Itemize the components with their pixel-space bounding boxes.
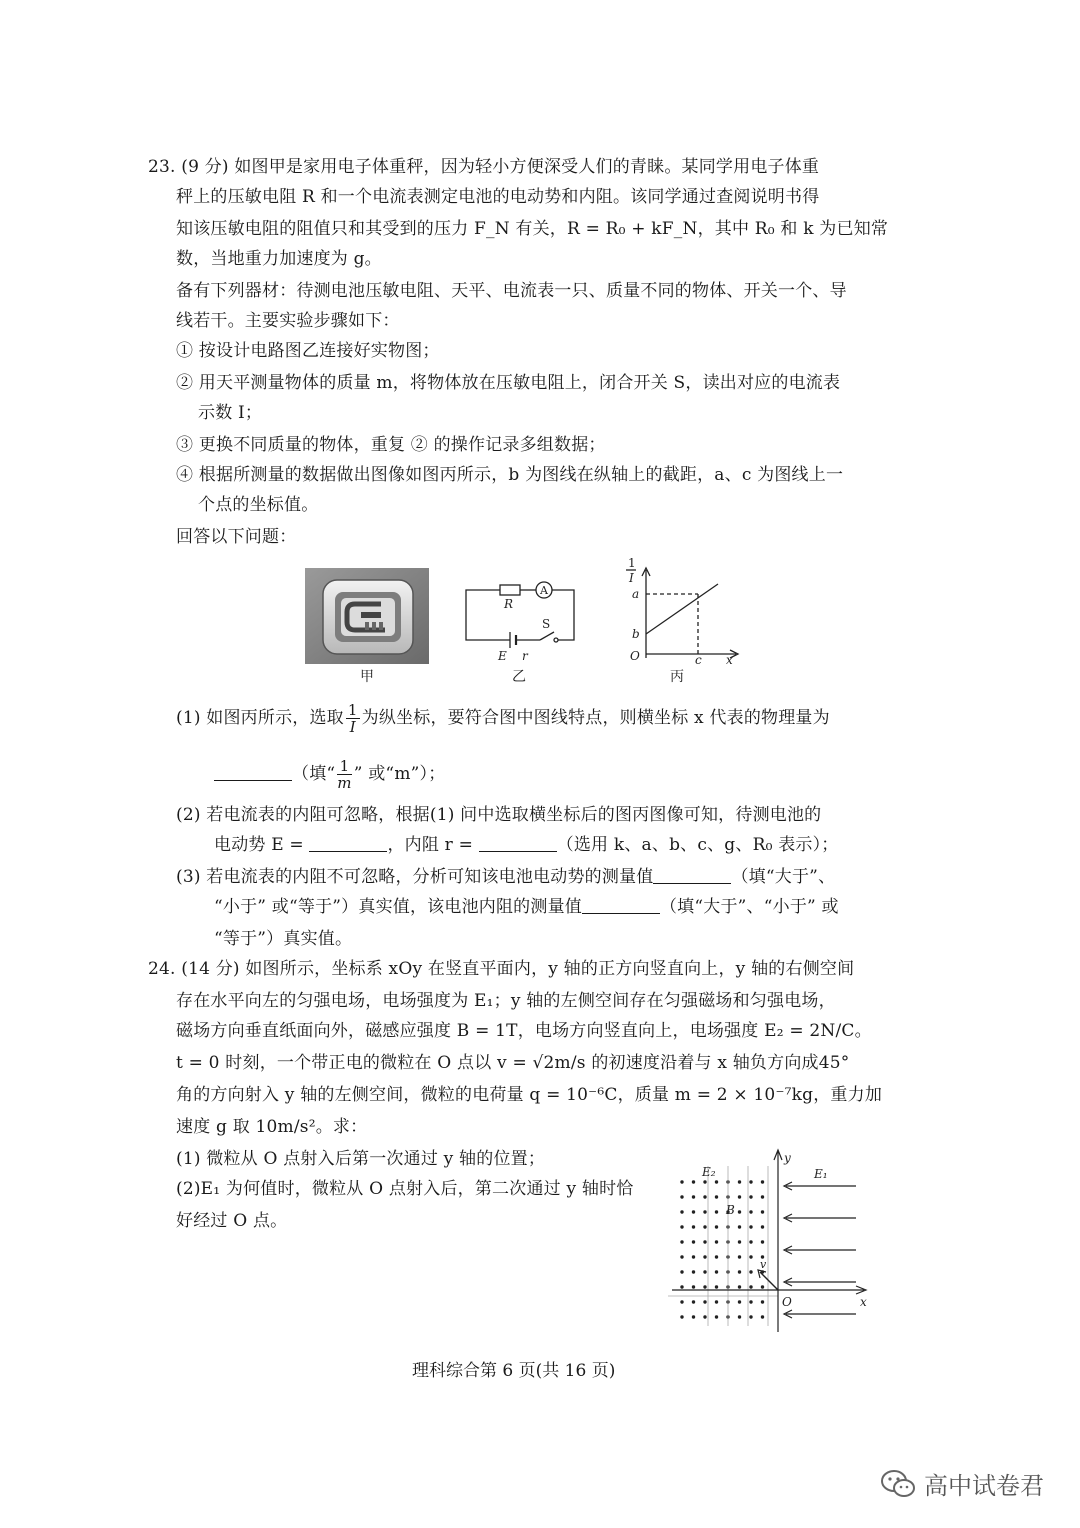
field-dot (680, 1270, 683, 1273)
field-dot (761, 1315, 764, 1318)
field-dot (738, 1255, 741, 1258)
field-dot (680, 1210, 683, 1213)
field-dot (703, 1270, 706, 1273)
q23-part-1b-pre: （填“ (292, 764, 336, 784)
caption-jia: 甲 (360, 669, 374, 685)
field-dot (749, 1240, 752, 1243)
circuit-label-r: r (522, 649, 528, 663)
field-dot (703, 1255, 706, 1258)
field-dot (738, 1195, 741, 1198)
field-dot (738, 1300, 741, 1303)
answer-blank-r-compare[interactable] (582, 897, 660, 914)
field-dot (692, 1255, 695, 1258)
field-dot (703, 1195, 706, 1198)
graph-label-O: O (630, 649, 640, 663)
caption-yi: 乙 (512, 669, 526, 685)
field-dot (715, 1180, 718, 1183)
fraction-den: I (349, 718, 356, 736)
field-dot (761, 1195, 764, 1198)
field-dot (680, 1180, 683, 1183)
q23-part-1a-post: 为纵坐标，要符合图中图线特点，则横坐标 x 代表的物理量为 (361, 708, 830, 728)
field-dot (715, 1285, 718, 1288)
figure-jia-scale-photo (305, 568, 429, 664)
caption-bing: 丙 (670, 669, 684, 685)
field-dot (680, 1195, 683, 1198)
figure-field-diagram (668, 1146, 878, 1336)
field-dot (761, 1285, 764, 1288)
q23-part-3b-options: （填“大于”、“小于” 或 (659, 897, 839, 917)
field-dot (749, 1180, 752, 1183)
q24-line-1: 24. (14 分) 如图所示，坐标系 xOy 在竖直平面内，y 轴的正方向竖直向上，y 轴的右侧空间 (148, 959, 855, 979)
q23-line-1: 23. (9 分) 如图甲是家用电子体重秤，因为轻小方便深受人们的青睐。某同学用电子体重 (148, 157, 820, 177)
field-dot (692, 1315, 695, 1318)
field-dot (749, 1225, 752, 1228)
q24-line-5: 角的方向射入 y 轴的左侧空间，微粒的电荷量 q = 10⁻⁶C，质量 m = 2 × 10⁻⁷kg，重力加 (176, 1085, 883, 1105)
wechat-bubble-icon (880, 1469, 916, 1499)
q23-step-2a: ② 用天平测量物体的质量 m，将物体放在压敏电阻上，闭合开关 S，读出对应的电流表 (176, 373, 841, 393)
field-dot (738, 1225, 741, 1228)
q24-line-3: 磁场方向垂直纸面向外，磁感应强度 B = 1T，电场方向竖直向上，电场强度 E₂ = 2N/C。 (176, 1021, 872, 1041)
field-dot (738, 1180, 741, 1183)
q23-line-2: 秤上的压敏电阻 R 和一个电流表测定电池的电动势和内阻。该同学通过查阅说明书得 (176, 187, 820, 207)
field-dot (715, 1225, 718, 1228)
q23-step-4b: 个点的坐标值。 (198, 495, 319, 515)
q23-step-4a: ④ 根据所测量的数据做出图像如图丙所示，b 为图线在纵轴上的截距，a、c 为图线上一 (176, 465, 844, 485)
q23-part-2b-note: （选用 k、a、b、c、g、R₀ 表示）； (556, 835, 839, 855)
field-dot (749, 1255, 752, 1258)
watermark-text: 高中试卷君 (924, 1472, 1044, 1500)
field-dot (761, 1240, 764, 1243)
field-dot (715, 1255, 718, 1258)
fraction-one-over-m (337, 758, 351, 791)
q23-step-3: ③ 更换不同质量的物体，重复 ② 的操作记录多组数据； (176, 435, 606, 455)
q23-part-1b (214, 758, 445, 791)
circuit-label-E: E (498, 649, 507, 663)
q24-part-2a: (2)E₁ 为何值时，微粒从 O 点射入后，第二次通过 y 轴时恰 (176, 1179, 634, 1199)
fraction-one-over-I (346, 702, 360, 735)
field-dot (703, 1240, 706, 1243)
field-dot (749, 1270, 752, 1273)
answer-blank-x[interactable] (214, 764, 292, 781)
field-dot (715, 1210, 718, 1213)
graph-label-one: 1 (628, 556, 636, 570)
field-dot (703, 1285, 706, 1288)
field-label-y: y (784, 1151, 791, 1165)
q23-part-3a-options: （填“大于”、 (731, 867, 836, 887)
field-dot (703, 1210, 706, 1213)
fraction-num: 1 (347, 701, 358, 719)
field-dot (715, 1315, 718, 1318)
q23-part-1a (176, 702, 830, 735)
field-dot (692, 1195, 695, 1198)
field-dot (703, 1315, 706, 1318)
field-dot (749, 1315, 752, 1318)
field-dot (692, 1270, 695, 1273)
figure-bing-graph (618, 556, 742, 666)
field-dot (680, 1240, 683, 1243)
q23-part-3b (214, 896, 839, 918)
field-label-B: B (726, 1203, 735, 1217)
q23-part-1a-pre: (1) 如图丙所示，选取 (176, 708, 344, 728)
q23-line-3: 知该压敏电阻的阻值只和其受到的压力 F_N 有关，R = R₀ + kF_N，其中 R₀ 和 k 为已知常 (176, 219, 889, 239)
answer-blank-E[interactable] (309, 835, 387, 852)
field-dot (749, 1210, 752, 1213)
field-dot (749, 1195, 752, 1198)
field-dot (738, 1285, 741, 1288)
field-dot (703, 1300, 706, 1303)
field-dot (738, 1315, 741, 1318)
q23-part-2a: (2) 若电流表的内阻可忽略，根据(1) 问中选取横坐标后的图丙图像可知，待测电池的 (176, 805, 822, 825)
circuit-label-S: S (542, 617, 551, 631)
field-dot (680, 1255, 683, 1258)
field-label-x: x (860, 1295, 867, 1309)
graph-label-b: b (632, 627, 640, 641)
q23-part-1b-post: ” 或“m”）； (353, 764, 446, 784)
field-label-E1: E₁ (814, 1167, 828, 1181)
q23-part-3c: “等于”）真实值。 (214, 929, 353, 949)
field-label-E2: E₂ (702, 1165, 716, 1179)
field-dot (692, 1285, 695, 1288)
circuit-label-A: A (540, 584, 548, 597)
q23-line-6: 线若干。主要实验步骤如下： (176, 311, 400, 331)
field-dot (692, 1210, 695, 1213)
field-label-O: O (782, 1295, 792, 1309)
field-dot (692, 1240, 695, 1243)
q24-part-2b: 好经过 O 点。 (176, 1211, 288, 1231)
field-dot (761, 1210, 764, 1213)
field-dot (680, 1300, 683, 1303)
field-dot (680, 1225, 683, 1228)
field-dot (703, 1180, 706, 1183)
field-dot (715, 1195, 718, 1198)
q24-line-6: 速度 g 取 10m/s²。求： (176, 1117, 368, 1137)
field-dot (715, 1240, 718, 1243)
q23-part-3a-text: (3) 若电流表的内阻不可忽略，分析可知该电池电动势的测量值 (176, 867, 654, 887)
field-dot (738, 1270, 741, 1273)
q23-part-3a (176, 866, 835, 888)
q23-step-2b: 示数 I； (198, 403, 263, 423)
q23-step-1: ① 按设计电路图乙连接好实物图； (176, 341, 440, 361)
field-dot (761, 1300, 764, 1303)
field-dot (715, 1300, 718, 1303)
field-dot (761, 1225, 764, 1228)
q23-part-2b-emf: 电动势 E = (214, 835, 310, 855)
field-dot (761, 1180, 764, 1183)
answer-blank-r[interactable] (479, 835, 557, 852)
q23-part-2b (214, 834, 839, 856)
field-dot (749, 1285, 752, 1288)
fraction-den: m (337, 774, 352, 792)
q24-line-4: t = 0 时刻，一个带正电的微粒在 O 点以 v = √2m/s 的初速度沿着与 x 轴负方向成45° (176, 1053, 850, 1073)
watermark (880, 1466, 1044, 1501)
q24-part-1: (1) 微粒从 O 点射入后第一次通过 y 轴的位置； (176, 1149, 546, 1169)
field-dot (715, 1270, 718, 1273)
graph-label-I: I (629, 571, 634, 585)
field-label-v: v (760, 1258, 767, 1271)
q23-part-2b-r: ，内阻 r = (387, 835, 479, 855)
field-dot (680, 1285, 683, 1288)
circuit-label-R: R (504, 597, 514, 611)
field-dot (680, 1315, 683, 1318)
field-dot (738, 1240, 741, 1243)
graph-label-a: a (632, 587, 640, 601)
q23-part-3b-text: “小于” 或“等于”）真实值，该电池内阻的测量值 (214, 897, 582, 917)
figure-yi-circuit (460, 572, 582, 664)
graph-label-x: x (726, 653, 733, 666)
q23-line-4: 数，当地重力加速度为 g。 (176, 249, 382, 269)
field-dot (703, 1225, 706, 1228)
field-dot (738, 1210, 741, 1213)
field-dot (749, 1300, 752, 1303)
q23-ask: 回答以下问题： (176, 527, 297, 547)
field-dot (692, 1180, 695, 1183)
answer-blank-emf-compare[interactable] (653, 867, 731, 884)
page-footer: 理科综合第 6 页(共 16 页) (412, 1361, 616, 1381)
field-dot (692, 1225, 695, 1228)
q24-line-2: 存在水平向左的匀强电场，电场强度为 E₁；y 轴的左侧空间存在匀强磁场和匀强电场， (176, 991, 836, 1011)
graph-label-c: c (695, 653, 702, 666)
magnetic-field-dots (680, 1180, 764, 1318)
field-dot (692, 1300, 695, 1303)
fraction-num: 1 (337, 758, 351, 775)
q23-line-5: 备有下列器材：待测电池压敏电阻、天平、电流表一只、质量不同的物体、开关一个、导 (176, 281, 847, 301)
